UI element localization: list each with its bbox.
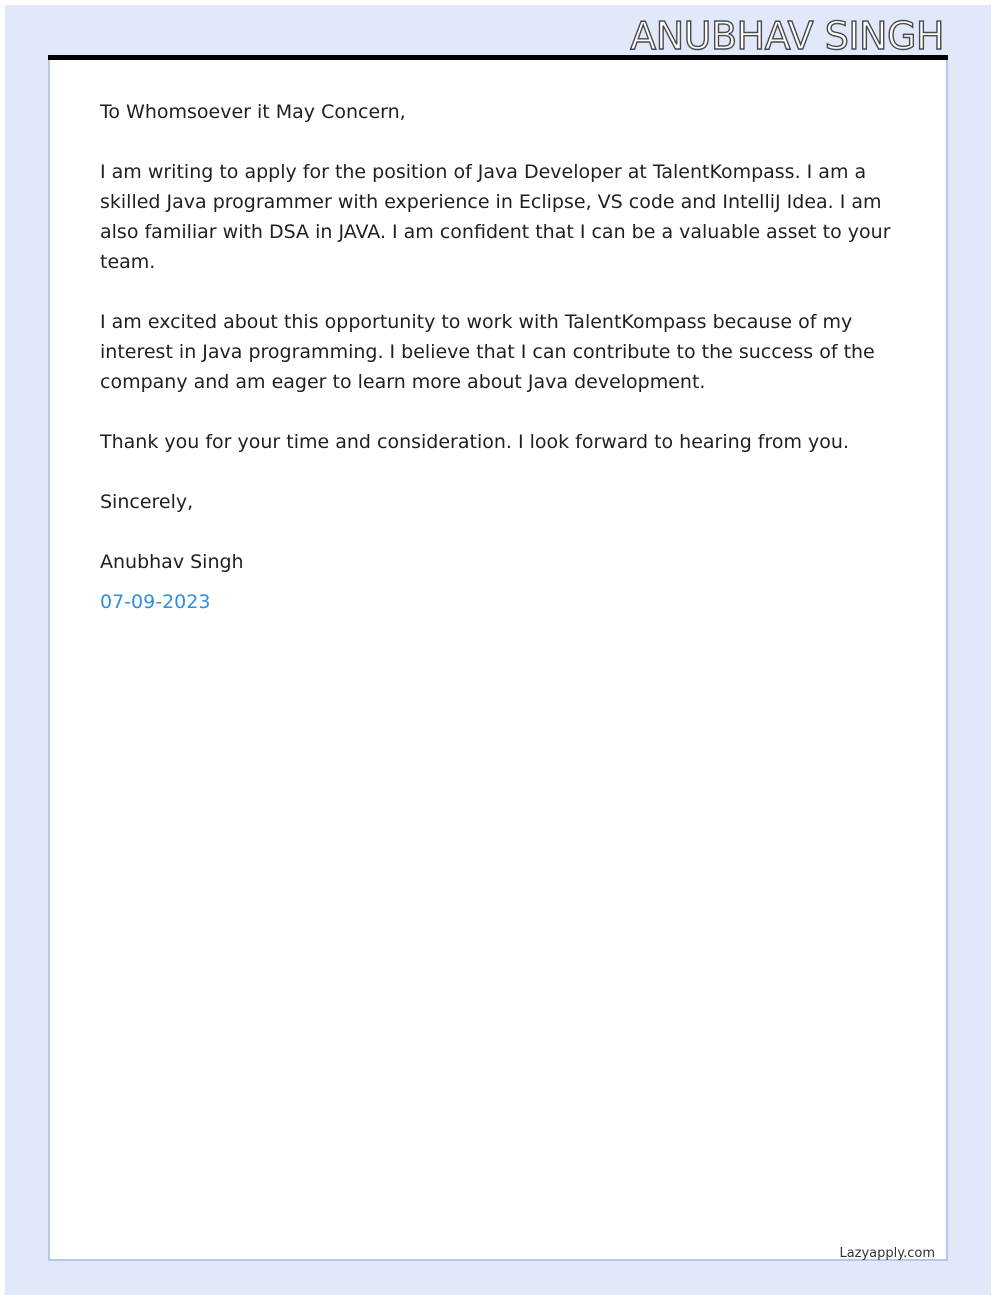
letter-date: 07-09-2023 [100,591,211,613]
signer-name: Anubhav Singh [100,551,244,573]
paragraph-thanks: Thank you for your time and consideration. I look forward to hearing from you. [100,431,849,453]
footer-brand: Lazyapply.com [839,1246,935,1261]
closing: Sincerely, [100,491,194,513]
salutation: To Whomsoever it May Concern, [100,101,406,123]
paragraph-motivation: I am excited about this opportunity to work with TalentKompass because of my interest in Java programming. I believe that I can contribute to the success of the company and am eager to learn more about Java development. [100,311,875,393]
paragraph-intro: I am writing to apply for the position of Java Developer at TalentKompass. I am a skilled Java programmer with experience in Eclipse, VS code and IntelliJ Idea. I am also familiar with DSA in JAVA. I am confident that I can be a valuable asset to your team. [100,161,891,273]
letter-body [100,97,896,617]
applicant-name-heading: ANUBHAV SINGH [630,14,944,58]
